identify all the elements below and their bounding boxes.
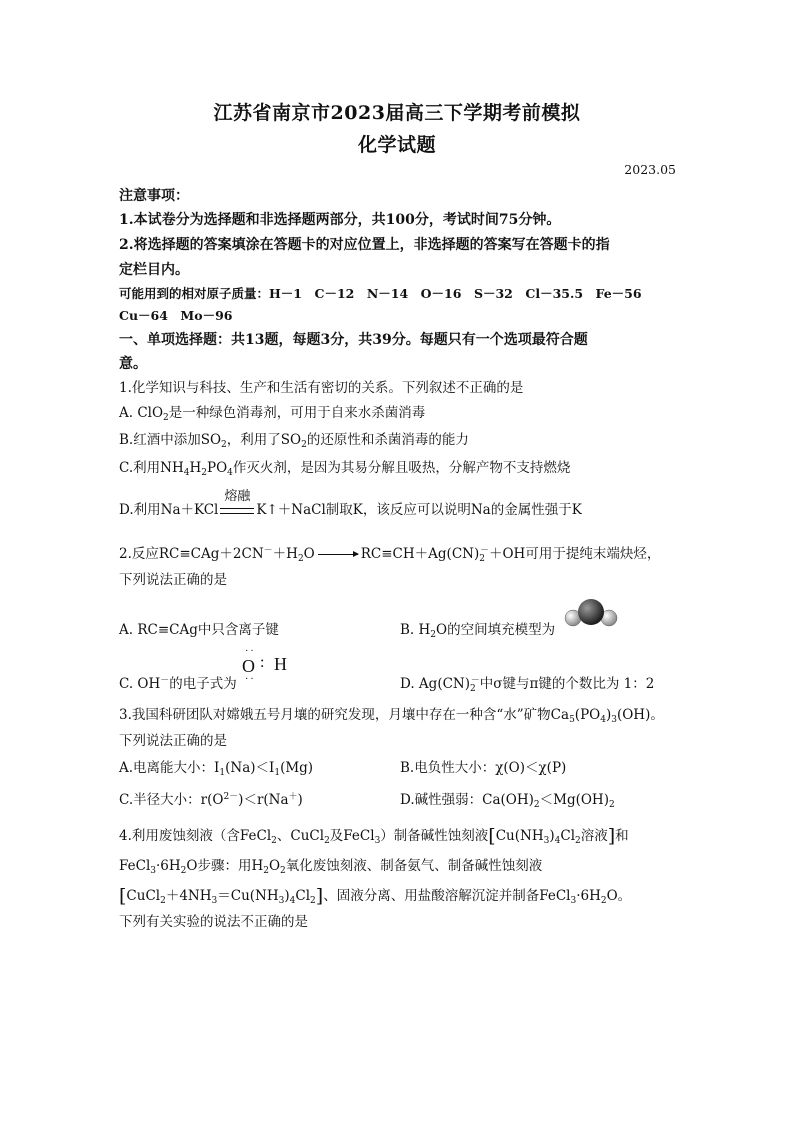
q3-sub3: 3 [611, 715, 617, 725]
q4-l3-m1: ＋4NH [165, 888, 212, 904]
q2-option-b [400, 618, 555, 638]
q4-l3-post: O。 [606, 888, 632, 904]
q3-sub2: 4 [600, 715, 606, 725]
q4-l1-s6: 2 [575, 836, 581, 846]
q1-c-s3: 4 [227, 468, 233, 478]
q4-l2-pre: FeCl [119, 858, 151, 874]
q4-l3-s4: 4 [289, 896, 296, 906]
q2-stem [119, 542, 660, 562]
q3-a-pre: A.电离能大小：I [119, 760, 220, 776]
q3-sub1: 5 [569, 715, 575, 725]
q4-l2-m2: O步骤：用H [186, 858, 264, 874]
q4-l3-s1: 2 [160, 896, 166, 906]
hydroxide-electron-formula [238, 646, 298, 690]
q3-c-post: ) [297, 792, 303, 808]
q2-sup1: － [263, 546, 273, 556]
left-bracket: [ [488, 825, 496, 847]
q2-sub2: 2 [479, 554, 485, 564]
q3-c-mid: )＜r(Na [238, 792, 289, 808]
water-space-filling-model-icon [564, 598, 618, 632]
q4-l1-m2: 及FeCl [329, 828, 375, 844]
q2-option-d [400, 672, 654, 692]
q3-c-pre: C.半径大小：r(O [119, 792, 224, 808]
q4-l2-s3: 2 [263, 866, 269, 876]
q4-l1-m1: 、CuCl [276, 828, 325, 844]
q3-d-sub1: 2 [533, 800, 540, 810]
q2-option-c [119, 672, 237, 692]
q3-stem [119, 703, 664, 723]
q3-option-d [400, 788, 615, 808]
q1-c-s1: 4 [183, 468, 190, 478]
q4-l3-m3: ) [284, 888, 290, 904]
q1-b-pre: B.红酒中添加SO [119, 432, 222, 448]
q2-c-post: 的电子式为 [169, 676, 237, 692]
q1-b-post: 的还原性和杀菌消毒的能力 [306, 432, 469, 448]
q4-l3-s3: 3 [278, 896, 285, 906]
q3-a-mid: (Na)＜I [225, 760, 275, 776]
q2-c-pre: C. OH [119, 676, 161, 692]
q4-l1-s5: 4 [554, 836, 561, 846]
q1-c-po: PO [206, 460, 228, 476]
section-heading-a: 一、单项选择题：共13题，每题3分，共39分。每题只有一个选项最符合题 [119, 332, 588, 348]
q4-l3-m5: 、固液分离、用盐酸溶解沉淀并制备FeCl [323, 888, 571, 904]
q1-option-a [119, 401, 425, 421]
bond-pair: : [260, 654, 265, 671]
q2-sup2: － [479, 546, 489, 556]
q1-c-post: 作灭火剂，是因为其易分解且吸热，分解产物不支持燃烧 [232, 460, 571, 476]
q3-c-sup1: 2－ [223, 792, 239, 802]
q3-a-sub2: 1 [274, 768, 281, 778]
q2-stem-line2: 下列说法正确的是 [119, 572, 227, 588]
q2-b-post: O的空间填充模型为 [436, 622, 556, 638]
q2-mid3: RC≡CH＋Ag(CN) [360, 546, 480, 562]
notice-item-2b: 定栏目内。 [119, 262, 189, 278]
q1-b-sub2: 2 [301, 440, 307, 450]
section-heading-b: 意。 [119, 356, 147, 372]
q1-stem: 1.化学知识与科技、生产和生活有密切的关系。下列叙述不正确的是 [119, 380, 524, 396]
q4-l3-s2: 3 [211, 896, 218, 906]
left-bracket-2: [ [119, 885, 127, 907]
q2-b-pre: B. H [400, 622, 431, 638]
q2-c-sup: － [160, 676, 170, 686]
q1-option-c [119, 456, 570, 476]
q1-d-pre: D.利用Na＋KCl [119, 502, 219, 518]
q4-line-4: 下列有关实验的说法不正确的是 [119, 914, 308, 930]
atomic-masses-b: Cu－64 Mo－96 [119, 308, 233, 323]
q3-c-sup2: ＋ [288, 792, 298, 802]
q4-line-3 [119, 884, 631, 907]
q1-b-mid: ，利用了SO [226, 432, 302, 448]
q1-a-pre: A. ClO [119, 405, 164, 421]
q3-d-pre: D.碱性强弱：Ca(OH) [400, 792, 534, 808]
reaction-arrow-icon [318, 554, 358, 555]
q1-d-post: K↑＋NaCl制取K，该反应可以说明Na的金属性强于K [256, 502, 582, 518]
q2-d-pre: D. Ag(CN) [400, 676, 470, 692]
q3-mid: (PO [574, 707, 601, 723]
q2-post: ＋OH可用于提纯末端炔烃， [488, 546, 661, 562]
q2-mid2: O [303, 546, 315, 562]
q2-d-sup: － [470, 676, 480, 686]
q4-l1-s2: 2 [324, 836, 330, 846]
notice-item-1: 1.本试卷分为选择题和非选择题两部分，共100分，考试时间75分钟。 [119, 212, 561, 228]
q1-a-sub: 2 [163, 413, 169, 423]
q4-l1-s4: 3 [543, 836, 550, 846]
q3-stem-pre: 3.我国科研团队对嫦娥五号月壤的研究发现，月壤中存在一种含“水”矿物Ca [119, 707, 570, 723]
page-subtitle: 化学试题 [357, 134, 436, 156]
q3-d-mid: ＜Mg(OH) [539, 792, 609, 808]
q1-b-sub: 2 [221, 440, 227, 450]
fusion-condition [218, 489, 256, 518]
exam-date: 2023.05 [624, 162, 676, 177]
q4-l2-s4: 2 [280, 866, 286, 876]
q4-l1-s1: 2 [271, 836, 277, 846]
q4-l3-s5: 2 [310, 896, 316, 906]
q4-l1-pre: 4.利用废蚀刻液（含FeCl [119, 828, 272, 844]
lone-pair-top: ·· [245, 646, 256, 657]
q1-c-pre: C.利用NH [119, 460, 184, 476]
lewis-oxygen: O [242, 656, 255, 676]
q4-l2-m3: O [268, 858, 281, 874]
lone-pair-bottom: ·· [245, 674, 256, 685]
q4-l1-post: 和 [615, 828, 629, 844]
q4-l2-post: 氧化废蚀刻液、制备氨气、制备碱性蚀刻液 [285, 858, 543, 874]
q3-option-a [119, 756, 313, 776]
q3-a-sub1: 1 [219, 768, 226, 778]
notice-item-2a: 2.将选择题的答案填涂在答题卡的对应位置上，非选择题的答案写在答题卡的指 [119, 237, 610, 253]
q4-l1-m5: ) [549, 828, 555, 844]
fusion-label: 熔融 [224, 489, 251, 504]
q2-option-a: A. RC≡CAg中只含离子键 [119, 622, 279, 638]
q3-post: (OH)。 [616, 707, 664, 723]
right-bracket: ] [607, 825, 616, 847]
q1-c-h: H [189, 460, 202, 476]
q4-l3-pre: CuCl [126, 888, 161, 904]
q4-l1-m4: Cu(NH [495, 828, 544, 844]
lewis-hydrogen: H [274, 654, 287, 674]
q1-option-d [119, 489, 582, 518]
right-bracket-2: ] [315, 885, 324, 907]
q4-l2-s1: 3 [150, 866, 156, 876]
q2-b-sub: 2 [430, 630, 437, 640]
q3-d-sub2: 2 [608, 800, 615, 810]
q3-mid2: ) [605, 707, 612, 723]
page-title: 江苏省南京市2023届高三下学期考前模拟 [213, 102, 581, 124]
atomic-masses-a: 可能用到的相对原子质量：H－1 C－12 N－14 O－16 S－32 Cl－35.5 Fe－56 [119, 286, 642, 301]
q2-d-sub: 2 [470, 684, 476, 694]
q4-line-2 [119, 854, 542, 874]
q4-l1-s3: 3 [374, 836, 381, 846]
q3-a-post: (Mg) [280, 760, 314, 776]
q2-stem-pre: 2.反应RC≡CAg＋2CN [119, 546, 264, 562]
q4-l1-m7: 溶液 [580, 828, 608, 844]
q4-l3-s7: 2 [600, 896, 607, 906]
q4-l3-m6: ·6H [576, 888, 601, 904]
q2-sub1: 2 [297, 554, 304, 564]
q4-l3-m4: Cl [295, 888, 311, 904]
q4-l2-m1: ·6H [156, 858, 181, 874]
q4-line-1 [119, 824, 629, 847]
q1-option-b [119, 428, 469, 448]
q3-stem-line2: 下列说法正确的是 [119, 733, 227, 749]
q4-l1-m3: ）制备碱性蚀刻液 [380, 828, 489, 844]
q3-option-c [119, 788, 303, 808]
q2-d-post: 中σ键与π键的个数比为 1：2 [479, 676, 655, 692]
q4-l2-s2: 2 [180, 866, 187, 876]
q3-option-b: B.电负性大小：χ(O)＜χ(P) [400, 760, 567, 776]
q4-l3-m2: ＝Cu(NH [217, 888, 279, 904]
q4-l3-s6: 3 [570, 896, 577, 906]
double-line-sign [220, 508, 254, 514]
q2-mid1: ＋H [272, 546, 298, 562]
q4-l1-m6: Cl [560, 828, 576, 844]
q1-a-post: 是一种绿色消毒剂，可用于自来水杀菌消毒 [168, 405, 426, 421]
notice-heading: 注意事项： [119, 188, 189, 204]
q1-c-s2: 2 [201, 468, 207, 478]
